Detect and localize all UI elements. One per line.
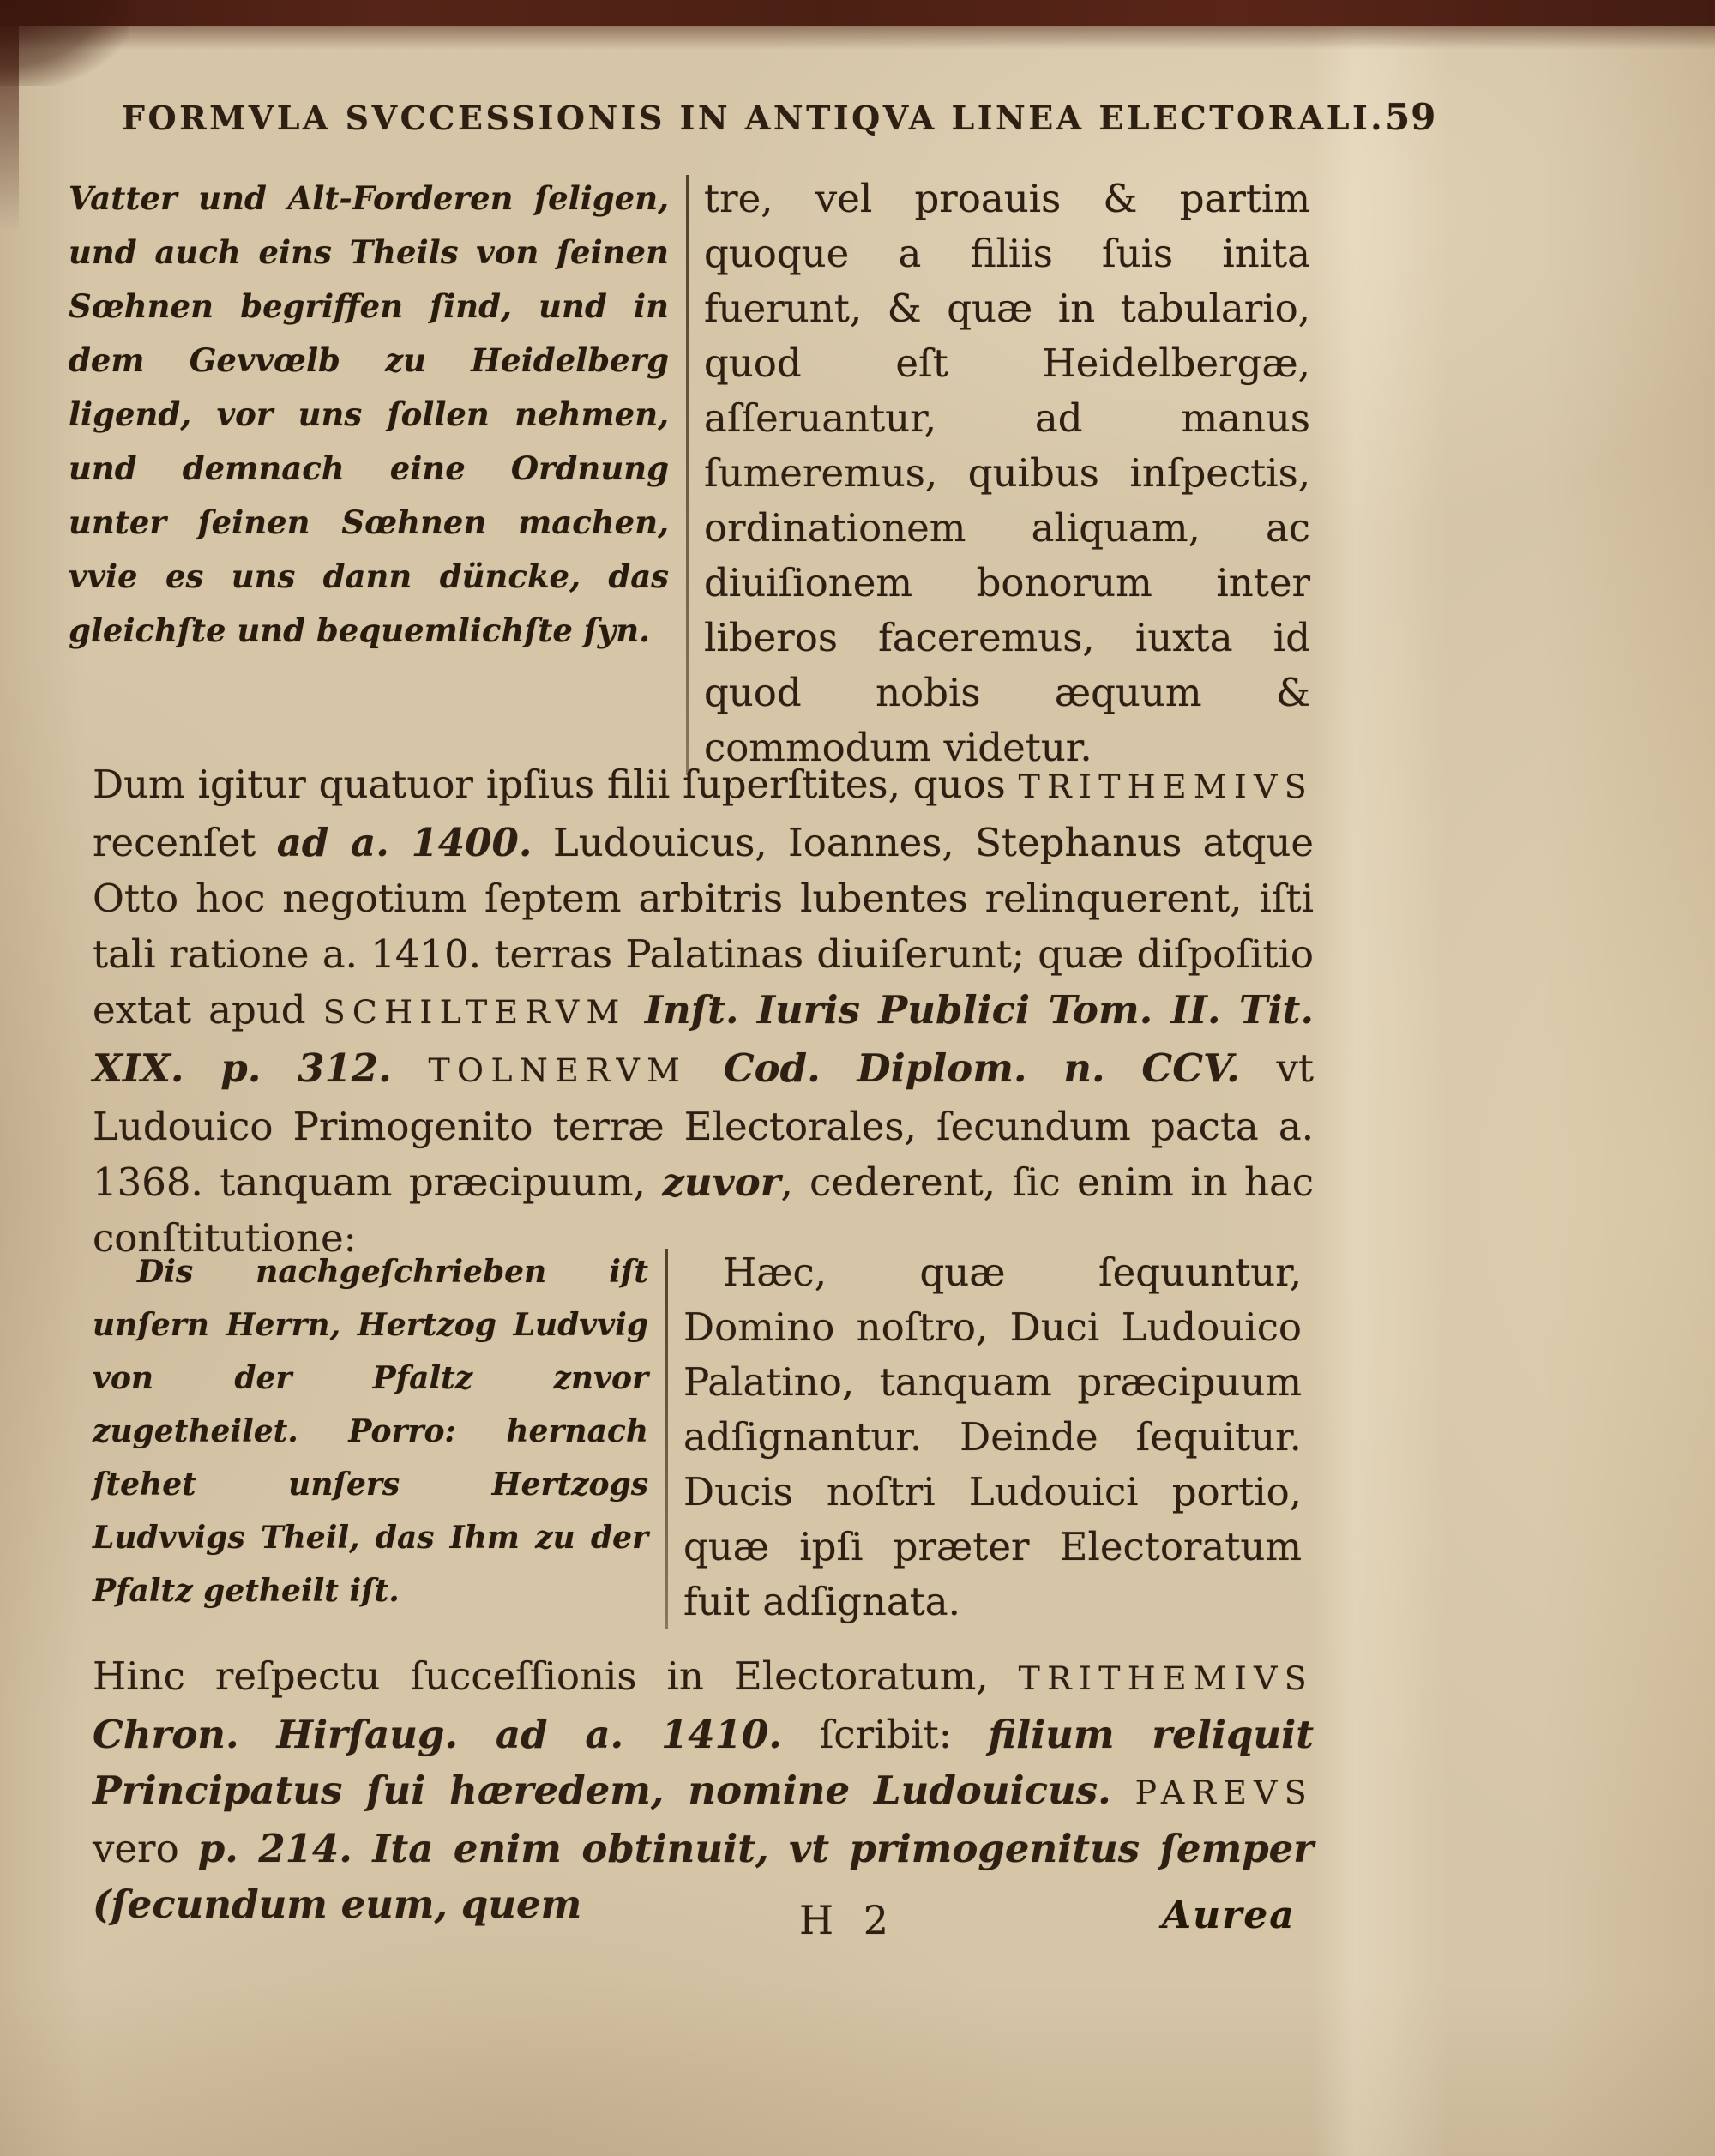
latin-quote-column-1: tre, vel proauis & partim quoque a filiis ſuis inita fuerunt, & quæ in tabulario, quod eſt Heidelbergæ, aſſeruantur, ad manus ſumeremus, quibus inſpectis, ordinationem aliquam, ac diuiſionem bonorum inter liberos faceremus, iuxta id quod nobis æquum & commodum videtur. [704,176,1310,770]
latin-quote-column-2: Hæc, quæ ſequuntur, Domino noſtro, Duci Ludouico Palatino, tanquam præcipuum adſignantur. Deinde ſequitur. Ducis noſtri Ludouici portio, quæ ipſi præter Electoratum fuit adſignata. [683,1250,1302,1624]
page-edge-top [0,0,1715,26]
body-paragraph-2: Hinc reſpectu ſucceſſionis in Electoratum, TRITHEMIVS Chron. Hirſaug. ad a. 1410. ſcribit: filium reliquit Principatus ſui hæredem, nomine Ludouicus. PAREVS vero p. 214. Ita enim obtinuit, vt primogenitus ſemper (ſecundum eum, quem [93,1653,1315,1927]
german-quote-column-1: Vatter und Alt-Forderen ſeligen, und auch eins Theils von ſeinen Sœhnen begriffen ſind, und in dem Gevvœlb zu Heidelberg ligend, vor uns ſollen nehmen, und demnach eine Ordnung unter ſeinen Sœhnen machen, vvie es uns dann düncke, das gleichſte und bequemlichſte ſyn. [69,179,669,649]
catchword: Aurea [1162,1894,1296,1937]
bilingual-quote-block-2 [93,1245,1302,1629]
german-quote-column-2: Dis nachgeſchrieben iſt unſern Herrn, Hertzog Ludvvig von der Pfaltz znvor zugetheilet. Porro: hernach ſtehet unſers Hertzogs Ludvvigs Theil, das Ihm zu der Pfaltz getheilt iſt. [93,1254,648,1609]
running-header-title: FORMVLA SVCCESSIONIS IN ANTIQVA LINEA ELECTORALI. [122,99,1385,137]
column-divider-rule-2 [665,1249,668,1629]
bilingual-quote-block-1 [69,172,1310,775]
signature-mark: H 2 [799,1897,898,1943]
column-divider-rule-1 [686,175,689,775]
page-number: 59 [1384,96,1437,138]
page-edge-top-shadow [0,26,1715,50]
body-paragraph-1: Dum igitur quatuor ipſius filii ſuperſtites, quos TRITHEMIVS recenſet ad a. 1400. Ludouicus, Ioannes, Stephanus atque Otto hoc negotium ſeptem arbitris lubentes relinquerent, iſti tali ratione a. 1410. terras Palatinas diuiſerunt; quæ diſpoſitio extat apud SCHILTERVM Inſt. Iuris Publici Tom. II. Tit. XIX. p. 312. TOLNERVM Cod. Diplom. n. CCV. vt Ludouico Primogenito terræ Electorales, ſecundum pacta a. 1368. tanquam præcipuum, zuvor, cederent, ſic enim in hac conſtitutione: [93,762,1315,1261]
page-corner-top-left [0,0,129,86]
running-header [122,96,1437,138]
